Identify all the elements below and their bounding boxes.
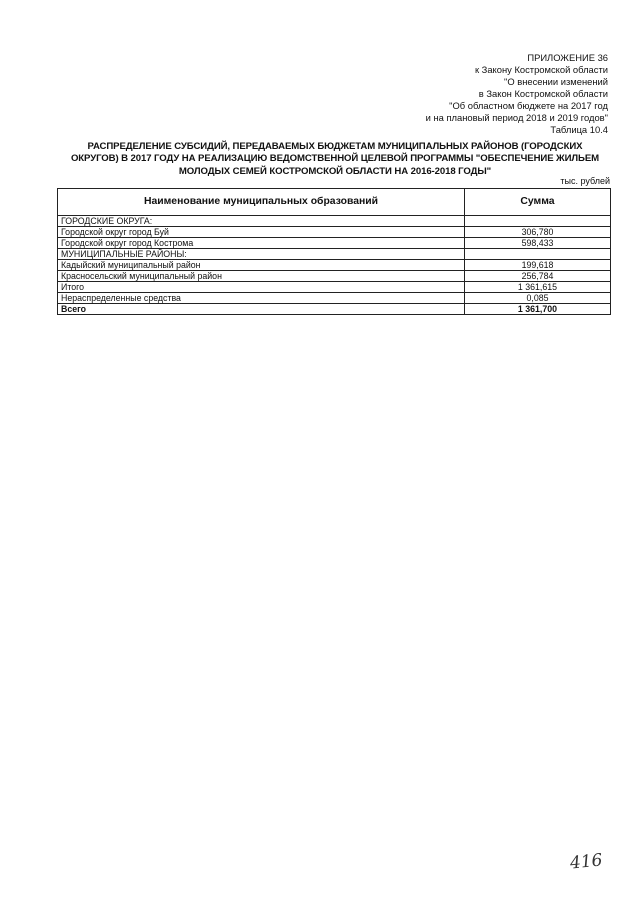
table-row-subtotal	[58, 282, 611, 293]
appendix-line: "Об областном бюджете на 2017 год	[449, 100, 608, 111]
row-amount: 1 361,615	[465, 282, 611, 293]
document-title	[58, 141, 612, 178]
appendix-table-number: Таблица 10.4	[550, 124, 608, 135]
unit-label: тыс. рублей	[560, 176, 610, 186]
row-name: Итого	[58, 282, 465, 293]
appendix-line: и на плановый период 2018 и 2019 годов"	[425, 112, 608, 123]
row-name: Городской округ город Кострома	[58, 238, 465, 249]
row-name: Нераспределенные средства	[58, 293, 465, 304]
row-name: Кадыйский муниципальный район	[58, 260, 465, 271]
table-row	[58, 227, 611, 238]
subsidy-table	[57, 188, 611, 315]
handwritten-page-number: 416	[569, 850, 604, 874]
appendix-line: к Закону Костромской области	[474, 64, 608, 75]
column-header-amount: Сумма	[465, 189, 611, 216]
row-name: ГОРОДСКИЕ ОКРУГА:	[58, 216, 465, 227]
appendix-block	[426, 52, 608, 136]
title-line-3: МОЛОДЫХ СЕМЕЙ КОСТРОМСКОЙ ОБЛАСТИ НА 2016-2018 ГОДЫ"	[178, 165, 492, 177]
table-row	[58, 293, 611, 304]
title-line-1: РАСПРЕДЕЛЕНИЕ СУБСИДИЙ, ПЕРЕДАВАЕМЫХ БЮДЖЕТАМ МУНИЦИПАЛЬНЫХ РАЙОНОВ (ГОРОДСКИХ	[87, 141, 583, 152]
row-amount: 256,784	[465, 271, 611, 282]
table-row	[58, 249, 611, 260]
title-line-2: ОКРУГОВ) В 2017 ГОДУ НА РЕАЛИЗАЦИЮ ВЕДОМСТВЕННОЙ ЦЕЛЕВОЙ ПРОГРАММЫ "ОБЕСПЕЧЕНИЕ ЖИЛЬЕМ	[70, 153, 600, 165]
appendix-line: в Закон Костромской области	[478, 88, 608, 99]
table-row	[58, 238, 611, 249]
row-amount: 306,780	[465, 227, 611, 238]
row-amount: 199,618	[465, 260, 611, 271]
table-header-row	[58, 189, 611, 216]
row-amount: 1 361,700	[465, 304, 611, 315]
row-name: Городской округ город Буй	[58, 227, 465, 238]
appendix-line: ПРИЛОЖЕНИЕ 36	[527, 52, 608, 63]
row-amount: 598,433	[465, 238, 611, 249]
table-row	[58, 271, 611, 282]
row-name: Красносельский муниципальный район	[58, 271, 465, 282]
row-name: Всего	[58, 304, 465, 315]
appendix-line: "О внесении изменений	[504, 76, 608, 87]
row-amount	[465, 216, 611, 227]
table-row	[58, 260, 611, 271]
row-amount	[465, 249, 611, 260]
table-row	[58, 216, 611, 227]
column-header-name: Наименование муниципальных образований	[58, 189, 465, 216]
row-amount: 0,085	[465, 293, 611, 304]
row-name: МУНИЦИПАЛЬНЫЕ РАЙОНЫ:	[58, 249, 465, 260]
table-row-total	[58, 304, 611, 315]
